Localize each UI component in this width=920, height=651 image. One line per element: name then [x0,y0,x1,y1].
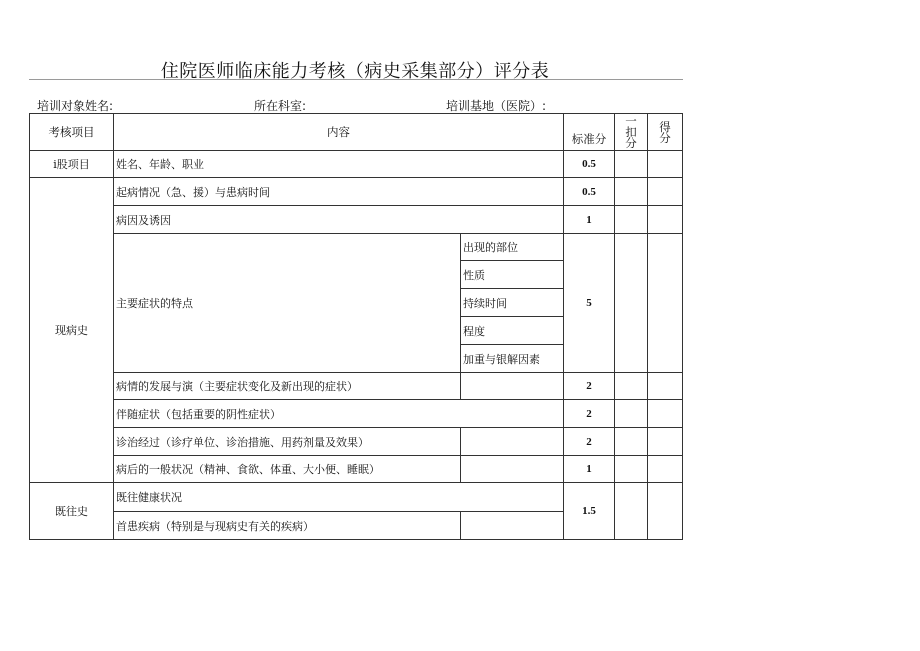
row-score-cell[interactable] [648,373,683,400]
row-content: 既往健康状况 [114,483,564,512]
department-label: 所在科室: [254,99,307,113]
sub-item-duration: 持续时间 [461,289,564,317]
row-deduction-cell[interactable] [615,428,648,456]
header-deduction-2: 扣 [625,125,637,139]
row-content: 病后的一般状况（精神、食欲、体重、大小便、睡眠） [114,456,461,483]
row-content: 诊治经过（诊疗单位、诊治措施、用药剂量及效果） [114,428,461,456]
trainee-name-label: 培训对象姓名: [37,99,114,113]
row-content-main-symptoms: 主要症状的特点 [114,234,461,373]
row-blank-cell [461,456,564,483]
table-row-development [30,373,683,400]
row-standard-score: 1.5 [564,483,615,540]
sub-item-nature: 性质 [461,261,564,289]
row-score-cell[interactable] [648,456,683,483]
table-row-onset [30,178,683,206]
score-table [29,113,683,540]
table-row-accompanying [30,400,683,428]
row-deduction-cell[interactable] [615,400,648,428]
row-deduction-cell[interactable] [615,178,648,206]
row-score-cell[interactable] [648,483,683,540]
row-deduction-cell[interactable] [615,456,648,483]
table-row-past-health [30,483,683,512]
row-score-cell[interactable] [648,206,683,234]
sub-item-location: 出现的部位 [461,234,564,261]
row-score-cell[interactable] [648,234,683,373]
row-score-cell[interactable] [648,428,683,456]
row-score-cell[interactable] [648,400,683,428]
row-blank-cell [461,428,564,456]
header-final-score [648,114,683,151]
table-row-general-after [30,456,683,483]
row-standard-score: 2 [564,400,615,428]
header-row [30,114,683,151]
row-deduction-cell[interactable] [615,483,648,540]
row-content: 病情的发展与演（主要症状变化及新出现的症状） [114,373,461,400]
row-score-cell[interactable] [648,178,683,206]
row-standard-score: 0.5 [564,151,615,178]
row-standard-score: 5 [564,234,615,373]
row-item-label: i股项目 [30,151,114,178]
table-row-treatment [30,428,683,456]
header-item: 考核项目 [30,114,114,151]
section-past-history: 既往史 [30,483,114,540]
table-row-general [30,151,683,178]
page-title: 住院医师临床能力考核（病史采集部分）评分表 [160,61,550,82]
row-content: 起病情况（急、援）与患病时间 [114,178,564,206]
header-standard-score: 标准分 [564,114,615,151]
header-deduction [615,114,648,151]
row-standard-score: 1 [564,206,615,234]
row-deduction-cell[interactable] [615,206,648,234]
row-content: 首患疾病（特别是与现病史有关的疾病） [114,512,461,540]
row-standard-score: 0.5 [564,178,615,206]
row-standard-score: 2 [564,373,615,400]
row-content: 伴随症状（包括重要的阴性症状） [114,400,564,428]
header-final-score-2: 分 [659,131,671,145]
row-standard-score: 2 [564,428,615,456]
row-content: 姓名、年龄、职业 [114,151,564,178]
section-present-illness: 现病史 [30,178,114,483]
header-final-score-1: 得 [659,120,671,134]
row-deduction-cell[interactable] [615,373,648,400]
header-deduction-1: 一 [625,114,637,128]
training-base-label: 培训基地（医院）: [446,99,547,113]
header-content: 内容 [114,114,564,151]
row-deduction-cell[interactable] [615,151,648,178]
table-row-main-symptoms [30,234,683,261]
row-deduction-cell[interactable] [615,234,648,373]
title-divider [29,79,683,80]
sub-item-severity: 程度 [461,317,564,345]
table-row-cause [30,206,683,234]
row-blank-cell [461,512,564,540]
row-blank-cell [461,373,564,400]
row-standard-score: 1 [564,456,615,483]
row-score-cell[interactable] [648,151,683,178]
header-deduction-3: 分 [625,136,637,150]
row-content: 病因及诱因 [114,206,564,234]
sub-item-factors: 加重与银解因素 [461,345,564,373]
